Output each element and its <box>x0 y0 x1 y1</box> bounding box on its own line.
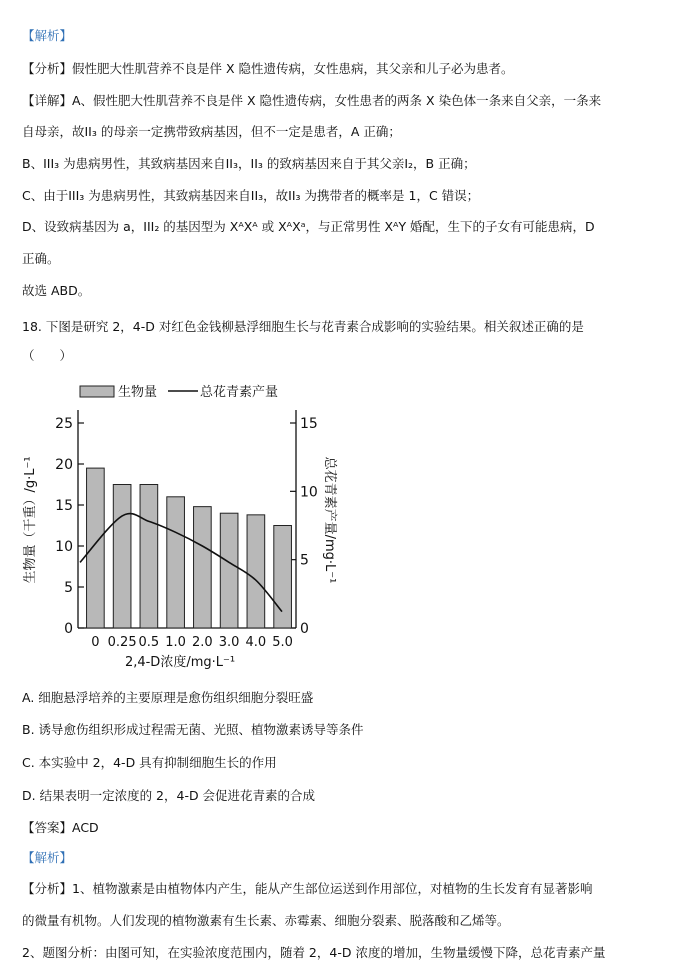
bar-biomass <box>274 526 292 629</box>
bar-biomass <box>140 485 158 629</box>
question-stem: 18. 下图是研究 2，4-D 对红色金钱柳悬浮细胞生长与花青素合成影响的实验结果。相关叙述正确的是 <box>22 319 584 334</box>
y-left-tick-label: 15 <box>55 498 73 514</box>
x-tick-label: 0.25 <box>107 635 137 650</box>
x-axis-label: 2,4-D浓度/mg·L⁻¹ <box>124 655 236 670</box>
bar-biomass <box>87 468 105 628</box>
y-axis-right-label: 总花青素产量/mg·L⁻¹ <box>322 456 337 584</box>
bar-biomass <box>194 507 212 628</box>
x-tick-label: 0.5 <box>138 635 160 650</box>
jiexi-label-1: 【解析】 <box>22 28 73 43</box>
x-tick-label: 0 <box>91 635 100 650</box>
option-b-explain: B、III₃ 为患病男性，其致病基因来自II₃，II₃ 的致病基因来自于其父亲I₂，B 正确； <box>22 156 476 171</box>
option-d: D. 结果表明一定浓度的 2，4-D 会促进花青素的合成 <box>22 788 316 803</box>
y-left-tick-label: 20 <box>55 457 73 473</box>
answer-analysis-2: 的微量有机物。人们发现的植物激素有生长素、赤霉素、细胞分裂素、脱落酸和乙烯等。 <box>22 913 510 928</box>
bar-biomass <box>167 497 185 628</box>
y-left-tick-label: 10 <box>55 539 73 555</box>
y-axis-left-label: 生物量（干重）/g·L⁻¹ <box>23 456 38 584</box>
y-right-tick-label: 0 <box>300 621 309 637</box>
bar-biomass <box>220 513 238 628</box>
conclusion: 故选 ABD。 <box>22 283 91 298</box>
bar-biomass <box>113 485 131 629</box>
y-left-tick-label: 0 <box>64 621 73 637</box>
y-right-tick-label: 5 <box>300 552 309 569</box>
detail-line-1: 【详解】A、假性肥大性肌营养不良是伴 X 隐性遗传病，女性患者的两条 X 染色体一条来自父亲，一条来 <box>22 93 602 108</box>
answer-analysis-1: 【分析】1、植物激素是由植物体内产生，能从产生部位运送到作用部位，对植物的生长发育有显著影响 <box>22 881 593 896</box>
y-right-tick-label: 10 <box>300 484 318 501</box>
answer-analysis-3: 2、题图分析：由图可知，在实验浓度范围内，随着 2，4-D 浓度的增加，生物量缓慢下降，总花青素产量 <box>22 945 606 960</box>
x-tick-label: 4.0 <box>245 635 267 650</box>
bar-biomass <box>247 515 265 628</box>
y-right-tick-label: 15 <box>300 416 318 432</box>
answer-label: 【答案】ACD <box>22 820 99 835</box>
legend-line-label: 总花青素产量 <box>200 385 279 400</box>
legend-bar-swatch <box>80 386 114 397</box>
legend-bar-label: 生物量 <box>118 385 158 400</box>
x-tick-label: 5.0 <box>272 635 293 650</box>
option-b: B. 诱导愈伤组织形成过程需无菌、光照、植物激素诱导等条件 <box>22 722 364 737</box>
option-d-explain-1: D、设致病基因为 a，III₂ 的基因型为 XᴬXᴬ 或 XᴬXᵃ，与正常男性 XᴬY 婚配，生下的子女有可能患病，D <box>22 219 595 234</box>
y-left-tick-label: 25 <box>55 416 73 432</box>
x-tick-label: 1.0 <box>165 635 186 650</box>
y-left-tick-label: 5 <box>64 580 73 596</box>
option-c-explain: C、由于III₃ 为患病男性，其致病基因来自II₃，故II₃ 为携带者的概率是 1，C 错误； <box>22 188 480 203</box>
analysis-paragraph-1: 【分析】假性肥大性肌营养不良是伴 X 隐性遗传病，女性患病，其父亲和儿子必为患者。 <box>22 61 514 76</box>
option-a: A. 细胞悬浮培养的主要原理是愈伤组织细胞分裂旺盛 <box>22 690 314 705</box>
detail-line-2: 自母亲，故II₃ 的母亲一定携带致病基因，但不一定是患者，A 正确； <box>22 124 401 139</box>
x-tick-label: 2.0 <box>192 635 213 650</box>
jiexi-label-2: 【解析】 <box>22 850 73 865</box>
question-paren: （ ） <box>22 348 73 363</box>
x-tick-label: 3.0 <box>218 635 240 650</box>
option-d-explain-2: 正确。 <box>22 251 60 266</box>
option-c: C. 本实验中 2，4-D 具有抑制细胞生长的作用 <box>22 755 277 770</box>
